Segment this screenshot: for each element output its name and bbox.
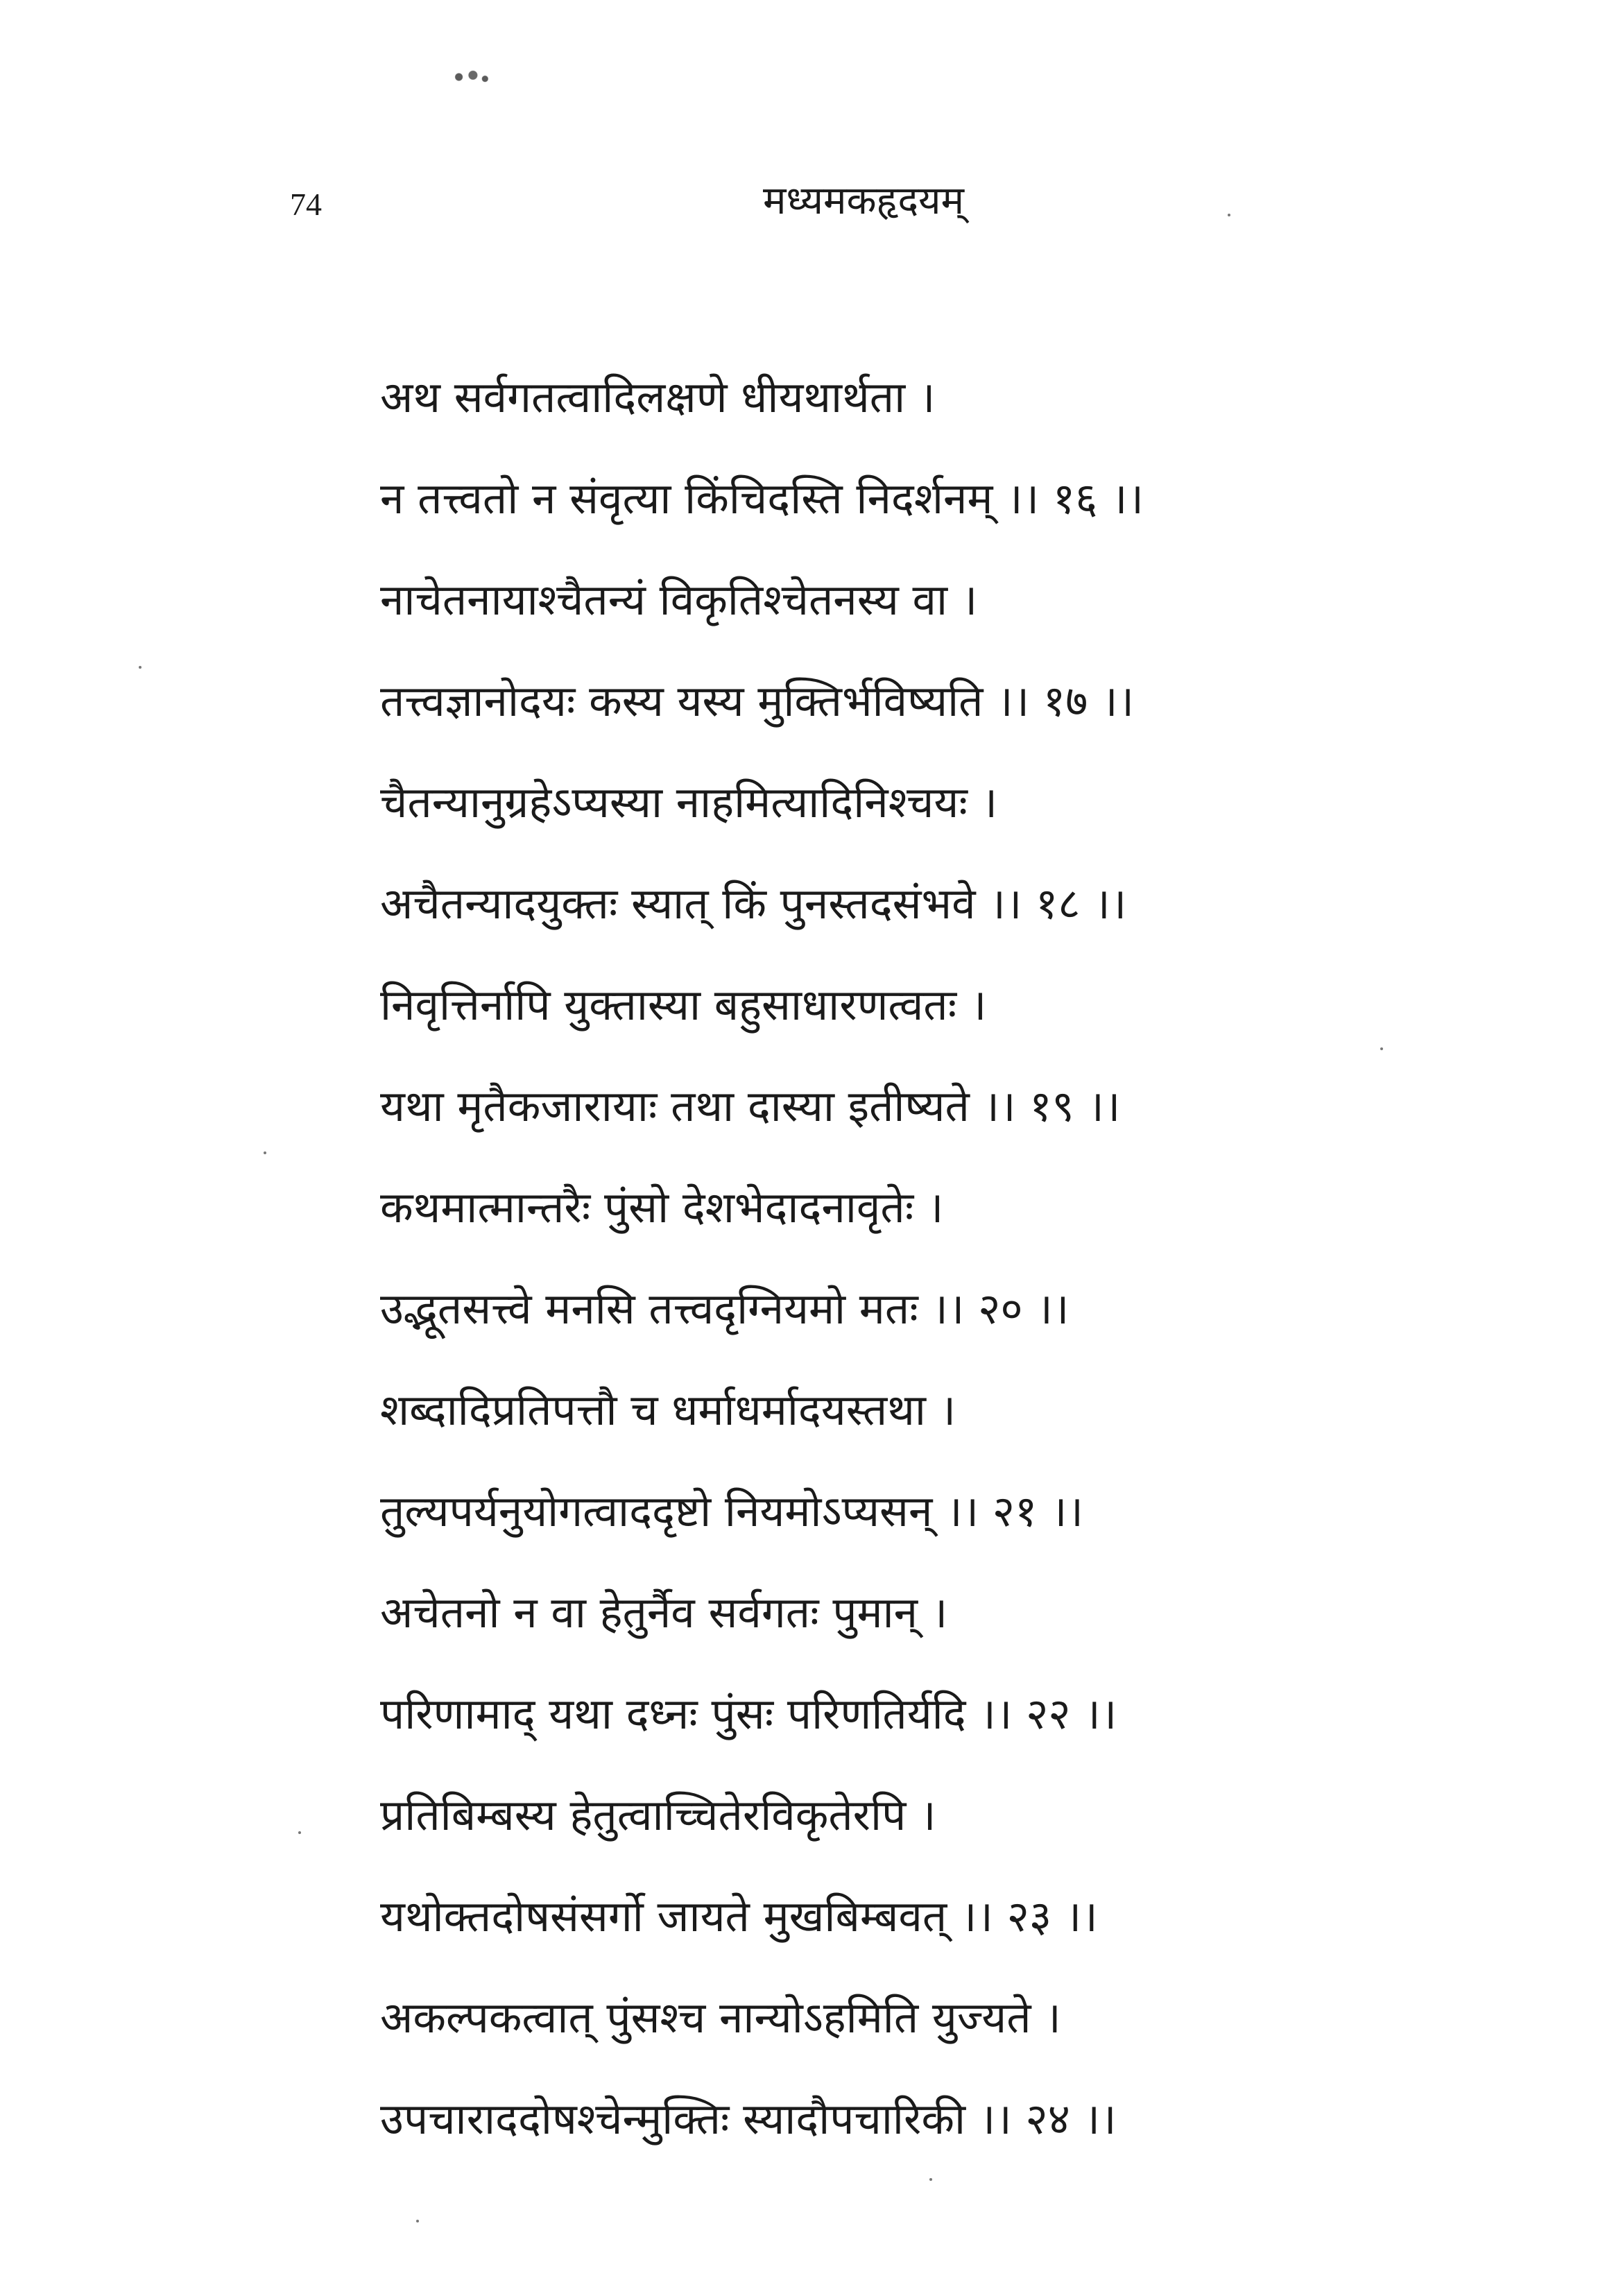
verse-line-1: अकल्पकत्वात् पुंसश्च नान्योऽहमिति युज्यते । bbox=[380, 1992, 1061, 2043]
scan-noise-dot bbox=[298, 1831, 301, 1834]
verse-16 bbox=[380, 347, 1393, 549]
verse-23 bbox=[380, 1765, 1393, 1967]
verse-line-2: यथा मृतैकजारायाः तथा दास्या इतीष्यते ।। १९ ।। bbox=[380, 1081, 1121, 1131]
scan-noise-dot bbox=[929, 2178, 932, 2181]
verse-line-1: चैतन्यानुग्रहेऽप्यस्या नाहमित्यादिनिश्चयः । bbox=[380, 777, 998, 828]
verse-line-2: उपचाराददोषश्चेन्मुक्तिः स्यादौपचारिकी ।। २४ ।। bbox=[380, 2093, 1117, 2144]
verse-line-2: तत्त्वज्ञानोदयः कस्य यस्य मुक्तिर्भविष्यति ।। १७ ।। bbox=[380, 676, 1135, 726]
verse-line-2: यथोक्तदोषसंसर्गो जायते मुखबिम्बवत् ।। २३ ।। bbox=[380, 1891, 1098, 1942]
verse-line-2: परिणामाद् यथा दध्नः पुंसः परिणतिर्यदि ।। २२ ।। bbox=[380, 1688, 1117, 1739]
page-number: 74 bbox=[290, 187, 322, 222]
scan-noise-dot bbox=[1380, 1047, 1383, 1050]
verse-line-1: अथ सर्वगतत्वादिलक्षणे धीयथार्थता । bbox=[380, 372, 936, 422]
verse-24 bbox=[380, 1967, 1393, 2170]
verse-22 bbox=[380, 1562, 1393, 1765]
verse-line-1: शब्दादिप्रतिपत्तौ च धर्माधर्मादयस्तथा । bbox=[380, 1385, 956, 1435]
verse-list bbox=[380, 347, 1393, 2170]
verse-21 bbox=[380, 1360, 1393, 1562]
verse-line-1: प्रतिबिम्बस्य हेतुत्वाच्चितेरविकृतेरपि । bbox=[380, 1790, 936, 1840]
scan-noise-dot bbox=[1228, 214, 1230, 216]
verse-20 bbox=[380, 1157, 1393, 1360]
verse-line-1: अचेतनो न वा हेतुर्नैव सर्वगतः पुमान् । bbox=[380, 1587, 948, 1638]
verse-line-2: उद्भूतसत्त्वे मनसि तत्त्वदृग्नियमो मतः ।। २० ।। bbox=[380, 1283, 1070, 1334]
scan-noise-dot bbox=[264, 1151, 266, 1154]
scan-noise-dot bbox=[139, 666, 141, 669]
verse-line-1: निवृत्तिर्नापि युक्तास्या बहुसाधारणत्वतः । bbox=[380, 979, 987, 1030]
verse-line-1: नाचेतनायाश्चैतन्यं विकृतिश्चेतनस्य वा । bbox=[380, 574, 978, 625]
running-title: मध्यमकहृदयम् bbox=[763, 178, 965, 223]
scan-noise-dot bbox=[416, 2220, 419, 2222]
verse-17 bbox=[380, 549, 1393, 752]
verse-19 bbox=[380, 954, 1393, 1157]
ink-speck bbox=[451, 68, 491, 86]
verse-line-2: तुल्यपर्यनुयोगत्वाददृष्टो नियमोऽप्यसन् ।। २१ ।। bbox=[380, 1486, 1083, 1536]
verse-line-2: अचैतन्यादयुक्तः स्यात् किं पुनस्तदसंभवे ।। १८ ।। bbox=[380, 878, 1127, 929]
verse-18 bbox=[380, 752, 1393, 954]
verse-line-1: कथमात्मान्तरैः पुंसो देशभेदादनावृतेः । bbox=[380, 1182, 944, 1233]
verse-line-2: न तत्त्वतो न संवृत्या किंचिदस्ति निदर्शनम् ।। १६ ।। bbox=[380, 473, 1144, 524]
